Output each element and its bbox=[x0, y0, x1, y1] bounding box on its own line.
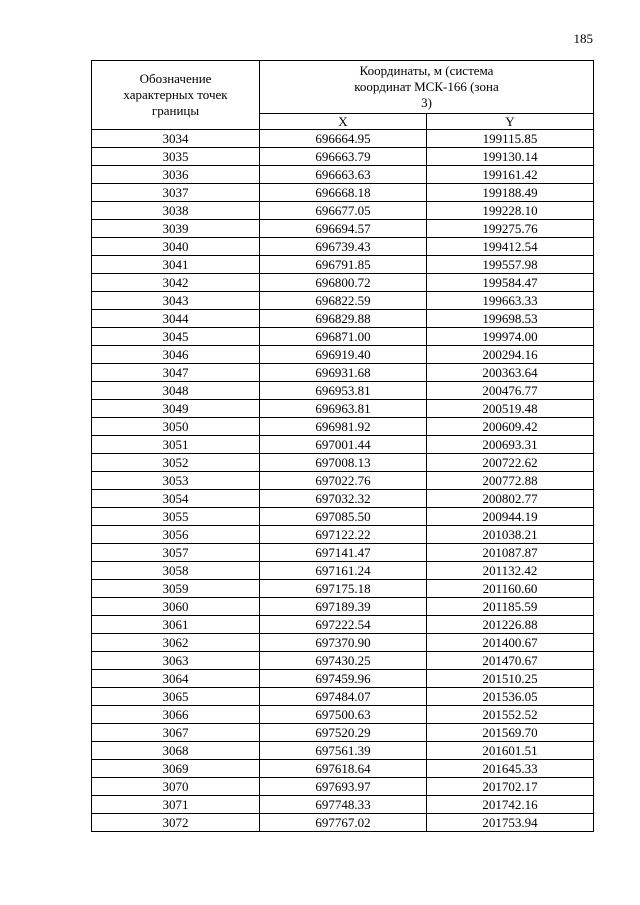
point-number-cell: 3050 bbox=[92, 418, 260, 436]
table-row bbox=[92, 670, 594, 688]
point-number-cell: 3034 bbox=[92, 130, 260, 148]
coordinates-table bbox=[91, 60, 594, 832]
point-number-cell: 3070 bbox=[92, 778, 260, 796]
x-coordinate-cell: 697430.25 bbox=[260, 652, 427, 670]
table-row bbox=[92, 454, 594, 472]
y-coordinate-cell: 199161.42 bbox=[427, 166, 594, 184]
point-number-cell: 3041 bbox=[92, 256, 260, 274]
point-number-cell: 3045 bbox=[92, 328, 260, 346]
y-coordinate-cell: 199188.49 bbox=[427, 184, 594, 202]
point-number-cell: 3055 bbox=[92, 508, 260, 526]
y-coordinate-cell: 201226.88 bbox=[427, 616, 594, 634]
x-coordinate-cell: 696663.79 bbox=[260, 148, 427, 166]
point-number-cell: 3039 bbox=[92, 220, 260, 238]
table-row bbox=[92, 274, 594, 292]
point-number-cell: 3069 bbox=[92, 760, 260, 778]
y-coordinate-cell: 201038.21 bbox=[427, 526, 594, 544]
table-row bbox=[92, 148, 594, 166]
point-number-cell: 3064 bbox=[92, 670, 260, 688]
y-coordinate-cell: 199974.00 bbox=[427, 328, 594, 346]
point-number-cell: 3047 bbox=[92, 364, 260, 382]
y-coordinate-cell: 200944.19 bbox=[427, 508, 594, 526]
coordinates-header bbox=[260, 61, 594, 114]
x-coordinate-cell: 697008.13 bbox=[260, 454, 427, 472]
table-row bbox=[92, 436, 594, 454]
point-number-cell: 3060 bbox=[92, 598, 260, 616]
point-number-cell: 3051 bbox=[92, 436, 260, 454]
x-coordinate-cell: 696668.18 bbox=[260, 184, 427, 202]
table-row bbox=[92, 346, 594, 364]
point-number-cell: 3048 bbox=[92, 382, 260, 400]
point-number-cell: 3056 bbox=[92, 526, 260, 544]
y-column-header: Y bbox=[427, 114, 594, 130]
table-row bbox=[92, 184, 594, 202]
y-coordinate-cell: 200722.62 bbox=[427, 454, 594, 472]
y-coordinate-cell: 201132.42 bbox=[427, 562, 594, 580]
table-row bbox=[92, 292, 594, 310]
y-coordinate-cell: 199115.85 bbox=[427, 130, 594, 148]
point-number-cell: 3038 bbox=[92, 202, 260, 220]
table-row bbox=[92, 796, 594, 814]
x-coordinate-cell: 697001.44 bbox=[260, 436, 427, 454]
table-row bbox=[92, 724, 594, 742]
y-coordinate-cell: 200693.31 bbox=[427, 436, 594, 454]
y-coordinate-cell: 201742.16 bbox=[427, 796, 594, 814]
table-row bbox=[92, 490, 594, 508]
table-row bbox=[92, 814, 594, 832]
x-coordinate-cell: 696677.05 bbox=[260, 202, 427, 220]
table-row bbox=[92, 364, 594, 382]
x-column-header: X bbox=[260, 114, 427, 130]
table-row bbox=[92, 166, 594, 184]
y-coordinate-cell: 201087.87 bbox=[427, 544, 594, 562]
x-coordinate-cell: 696800.72 bbox=[260, 274, 427, 292]
y-coordinate-cell: 199557.98 bbox=[427, 256, 594, 274]
point-number-cell: 3052 bbox=[92, 454, 260, 472]
y-coordinate-cell: 201510.25 bbox=[427, 670, 594, 688]
point-number-cell: 3066 bbox=[92, 706, 260, 724]
x-coordinate-cell: 696871.00 bbox=[260, 328, 427, 346]
point-designation-header-text: Обозначение характерных точек границы bbox=[123, 71, 228, 118]
point-number-cell: 3059 bbox=[92, 580, 260, 598]
page-number: 185 bbox=[573, 31, 593, 46]
table-row bbox=[92, 634, 594, 652]
y-coordinate-cell: 199412.54 bbox=[427, 238, 594, 256]
x-coordinate-cell: 697189.39 bbox=[260, 598, 427, 616]
y-coordinate-cell: 200519.48 bbox=[427, 400, 594, 418]
x-coordinate-cell: 697748.33 bbox=[260, 796, 427, 814]
x-coordinate-cell: 696931.68 bbox=[260, 364, 427, 382]
y-coordinate-cell: 199584.47 bbox=[427, 274, 594, 292]
point-number-cell: 3057 bbox=[92, 544, 260, 562]
point-number-cell: 3046 bbox=[92, 346, 260, 364]
table-row bbox=[92, 742, 594, 760]
y-coordinate-cell: 201185.59 bbox=[427, 598, 594, 616]
x-coordinate-cell: 697085.50 bbox=[260, 508, 427, 526]
point-number-cell: 3061 bbox=[92, 616, 260, 634]
x-coordinate-cell: 697141.47 bbox=[260, 544, 427, 562]
point-number-cell: 3063 bbox=[92, 652, 260, 670]
x-coordinate-cell: 697032.32 bbox=[260, 490, 427, 508]
x-coordinate-cell: 697484.07 bbox=[260, 688, 427, 706]
x-coordinate-cell: 696963.81 bbox=[260, 400, 427, 418]
point-number-cell: 3065 bbox=[92, 688, 260, 706]
table-row bbox=[92, 598, 594, 616]
point-number-cell: 3053 bbox=[92, 472, 260, 490]
point-number-cell: 3067 bbox=[92, 724, 260, 742]
x-coordinate-cell: 697767.02 bbox=[260, 814, 427, 832]
y-coordinate-cell: 200772.88 bbox=[427, 472, 594, 490]
y-coordinate-cell: 201645.33 bbox=[427, 760, 594, 778]
y-coordinate-cell: 199698.53 bbox=[427, 310, 594, 328]
point-number-cell: 3049 bbox=[92, 400, 260, 418]
table-row bbox=[92, 472, 594, 490]
x-coordinate-cell: 697618.64 bbox=[260, 760, 427, 778]
point-number-cell: 3062 bbox=[92, 634, 260, 652]
point-number-cell: 3035 bbox=[92, 148, 260, 166]
table-row bbox=[92, 238, 594, 256]
table-row bbox=[92, 580, 594, 598]
x-coordinate-cell: 697693.97 bbox=[260, 778, 427, 796]
y-coordinate-cell: 201536.05 bbox=[427, 688, 594, 706]
y-coordinate-cell: 201552.52 bbox=[427, 706, 594, 724]
x-coordinate-cell: 697022.76 bbox=[260, 472, 427, 490]
y-coordinate-cell: 201569.70 bbox=[427, 724, 594, 742]
y-coordinate-cell: 201400.67 bbox=[427, 634, 594, 652]
point-number-cell: 3036 bbox=[92, 166, 260, 184]
y-coordinate-cell: 199275.76 bbox=[427, 220, 594, 238]
x-coordinate-cell: 696739.43 bbox=[260, 238, 427, 256]
y-coordinate-cell: 201470.67 bbox=[427, 652, 594, 670]
x-coordinate-cell: 697370.90 bbox=[260, 634, 427, 652]
x-coordinate-cell: 697561.39 bbox=[260, 742, 427, 760]
table-row bbox=[92, 760, 594, 778]
y-coordinate-cell: 201702.17 bbox=[427, 778, 594, 796]
coordinates-table-body bbox=[92, 130, 594, 832]
point-number-cell: 3044 bbox=[92, 310, 260, 328]
y-coordinate-cell: 200476.77 bbox=[427, 382, 594, 400]
x-coordinate-cell: 696791.85 bbox=[260, 256, 427, 274]
x-coordinate-cell: 697520.29 bbox=[260, 724, 427, 742]
point-number-cell: 3072 bbox=[92, 814, 260, 832]
table-row bbox=[92, 220, 594, 238]
table-row bbox=[92, 202, 594, 220]
point-number-cell: 3040 bbox=[92, 238, 260, 256]
point-number-cell: 3043 bbox=[92, 292, 260, 310]
table-row bbox=[92, 256, 594, 274]
table-row bbox=[92, 706, 594, 724]
point-number-cell: 3068 bbox=[92, 742, 260, 760]
x-coordinate-cell: 697500.63 bbox=[260, 706, 427, 724]
x-coordinate-cell: 696822.59 bbox=[260, 292, 427, 310]
x-coordinate-cell: 697459.96 bbox=[260, 670, 427, 688]
table-row bbox=[92, 400, 594, 418]
x-coordinate-cell: 696694.57 bbox=[260, 220, 427, 238]
y-coordinate-cell: 199663.33 bbox=[427, 292, 594, 310]
table-row bbox=[92, 526, 594, 544]
point-number-cell: 3037 bbox=[92, 184, 260, 202]
point-designation-header bbox=[92, 61, 260, 130]
y-coordinate-cell: 200294.16 bbox=[427, 346, 594, 364]
table-row bbox=[92, 382, 594, 400]
point-number-cell: 3058 bbox=[92, 562, 260, 580]
point-number-cell: 3071 bbox=[92, 796, 260, 814]
x-coordinate-cell: 697222.54 bbox=[260, 616, 427, 634]
x-coordinate-cell: 696663.63 bbox=[260, 166, 427, 184]
coordinates-header-text: Координаты, м (система координат МСК-166 (зона 3) bbox=[354, 63, 499, 110]
y-coordinate-cell: 199130.14 bbox=[427, 148, 594, 166]
x-coordinate-cell: 696981.92 bbox=[260, 418, 427, 436]
table-row bbox=[92, 778, 594, 796]
x-coordinate-cell: 697161.24 bbox=[260, 562, 427, 580]
table-row bbox=[92, 130, 594, 148]
table-row bbox=[92, 508, 594, 526]
x-coordinate-cell: 696664.95 bbox=[260, 130, 427, 148]
table-row bbox=[92, 616, 594, 634]
y-coordinate-cell: 200609.42 bbox=[427, 418, 594, 436]
point-number-cell: 3042 bbox=[92, 274, 260, 292]
x-coordinate-cell: 696829.88 bbox=[260, 310, 427, 328]
x-coordinate-cell: 696953.81 bbox=[260, 382, 427, 400]
table-row bbox=[92, 418, 594, 436]
table-row bbox=[92, 328, 594, 346]
table-row bbox=[92, 652, 594, 670]
y-coordinate-cell: 200363.64 bbox=[427, 364, 594, 382]
x-coordinate-cell: 697122.22 bbox=[260, 526, 427, 544]
y-coordinate-cell: 200802.77 bbox=[427, 490, 594, 508]
y-coordinate-cell: 199228.10 bbox=[427, 202, 594, 220]
y-coordinate-cell: 201160.60 bbox=[427, 580, 594, 598]
table-row bbox=[92, 544, 594, 562]
table-row bbox=[92, 562, 594, 580]
table-row bbox=[92, 688, 594, 706]
y-coordinate-cell: 201601.51 bbox=[427, 742, 594, 760]
table-row bbox=[92, 310, 594, 328]
x-coordinate-cell: 697175.18 bbox=[260, 580, 427, 598]
y-coordinate-cell: 201753.94 bbox=[427, 814, 594, 832]
point-number-cell: 3054 bbox=[92, 490, 260, 508]
x-coordinate-cell: 696919.40 bbox=[260, 346, 427, 364]
